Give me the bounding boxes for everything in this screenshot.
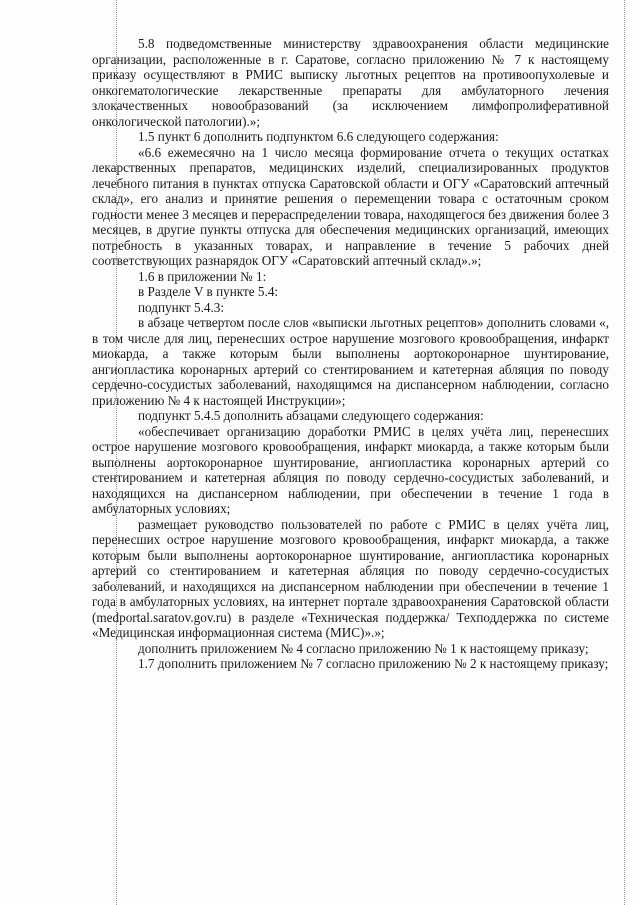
paragraph-5-4-3: подпункт 5.4.3:: [138, 299, 225, 315]
paragraph-6-6: «6.6 ежемесячно на 1 число месяца формирование отчета о текущих остатках лекарственных препаратов, медицинских изделий, специализированных продуктов лечебного питания в пунктах отпуска Саратовской области и ОГУ «Саратовский аптечный склад», его анализ и принятие решения о перемещении товара с остаточным сроком годности менее 3 месяцев и перераспределении товара, находящегося без движения более 3 месяцев, в другие пункты отпуска для обеспечения медицинских организаций, имеющих потребность в указанных товарах, и направление в течение 5 рабочих дней соответствующих разнарядок ОГУ «Саратовский аптечный склад».»;: [92, 144, 609, 268]
paragraph-obespechivaet: «обеспечивает организацию доработки РМИС в целях учёта лиц, перенесших острое нарушение мозгового кровообращения, инфаркт миокарда, а также которым были выполнены аортокоронарное шунтирование, ангиопластика коронарных артерий со стентированием и катетерная абляция по поводу сердечно-сосудистых заболеваний, и находящихся на диспансерном наблюдении, при обеспечении в течение 1 года в амбулаторных условиях;: [92, 423, 609, 516]
paragraph-1-6: 1.6 в приложении № 1:: [138, 268, 267, 284]
paragraph-razmeshchaet: размещает руководство пользователей по работе с РМИС в целях учёта лиц, перенесших острое нарушение мозгового кровообращения, инфаркт миокарда, а также которым были выполнены аортокоронарное шунтирование, ангиопластика коронарных артерий со стентированием и катетерная абляция по поводу сердечно-сосудистых заболеваний, и находящихся на диспансерном наблюдении при обеспечении в течение 1 года в амбулаторных условиях, на интернет портале здравоохранения Саратовской области (medportal.saratov.gov.ru) в разделе «Техническая поддержка/ Техподдержка по системе «Медицинская информационная система (МИС)».»;: [92, 516, 609, 640]
paragraph-5-8: 5.8 подведомственные министерству здравоохранения области медицинские организации, расположенные в г. Саратове, согласно приложению № 7 к настоящему приказу осуществляют в РМИС выписку льготных рецептов на противоопухолевые и онкогематологические лекарственные препараты для амбулаторного лечения злокачественных новообразований (за исключением лимфопролиферативной онкологической патологии).»;: [92, 36, 609, 129]
scan-artifact-line: [624, 0, 625, 905]
document-body: [92, 36, 609, 672]
paragraph-prilozhenie-4: дополнить приложением № 4 согласно приложению № 1 к настоящему приказу;: [138, 640, 589, 656]
paragraph-abzac-4: в абзаце четвертом после слов «выписки льготных рецептов» дополнить словами «, в том числе для лиц, перенесших острое нарушение мозгового кровообращения, инфаркт миокарда, а также которым были выполнены аортокоронарное шунтирование, ангиопластика коронарных артерий со стентированием и катетерная абляция по поводу сердечно-сосудистых заболеваний, находящимся на диспансерном наблюдении, согласно приложению № 4 к настоящей Инструкции»;: [92, 315, 609, 408]
paragraph-1-5: 1.5 пункт 6 дополнить подпунктом 6.6 следующего содержания:: [138, 129, 499, 144]
paragraph-1-7: 1.7 дополнить приложением № 7 согласно приложению № 2 к настоящему приказу;: [138, 656, 609, 671]
paragraph-5-4-5: подпункт 5.4.5 дополнить абзацами следующего содержания:: [138, 408, 484, 423]
paragraph-section-v: в Разделе V в пункте 5.4:: [138, 284, 279, 299]
